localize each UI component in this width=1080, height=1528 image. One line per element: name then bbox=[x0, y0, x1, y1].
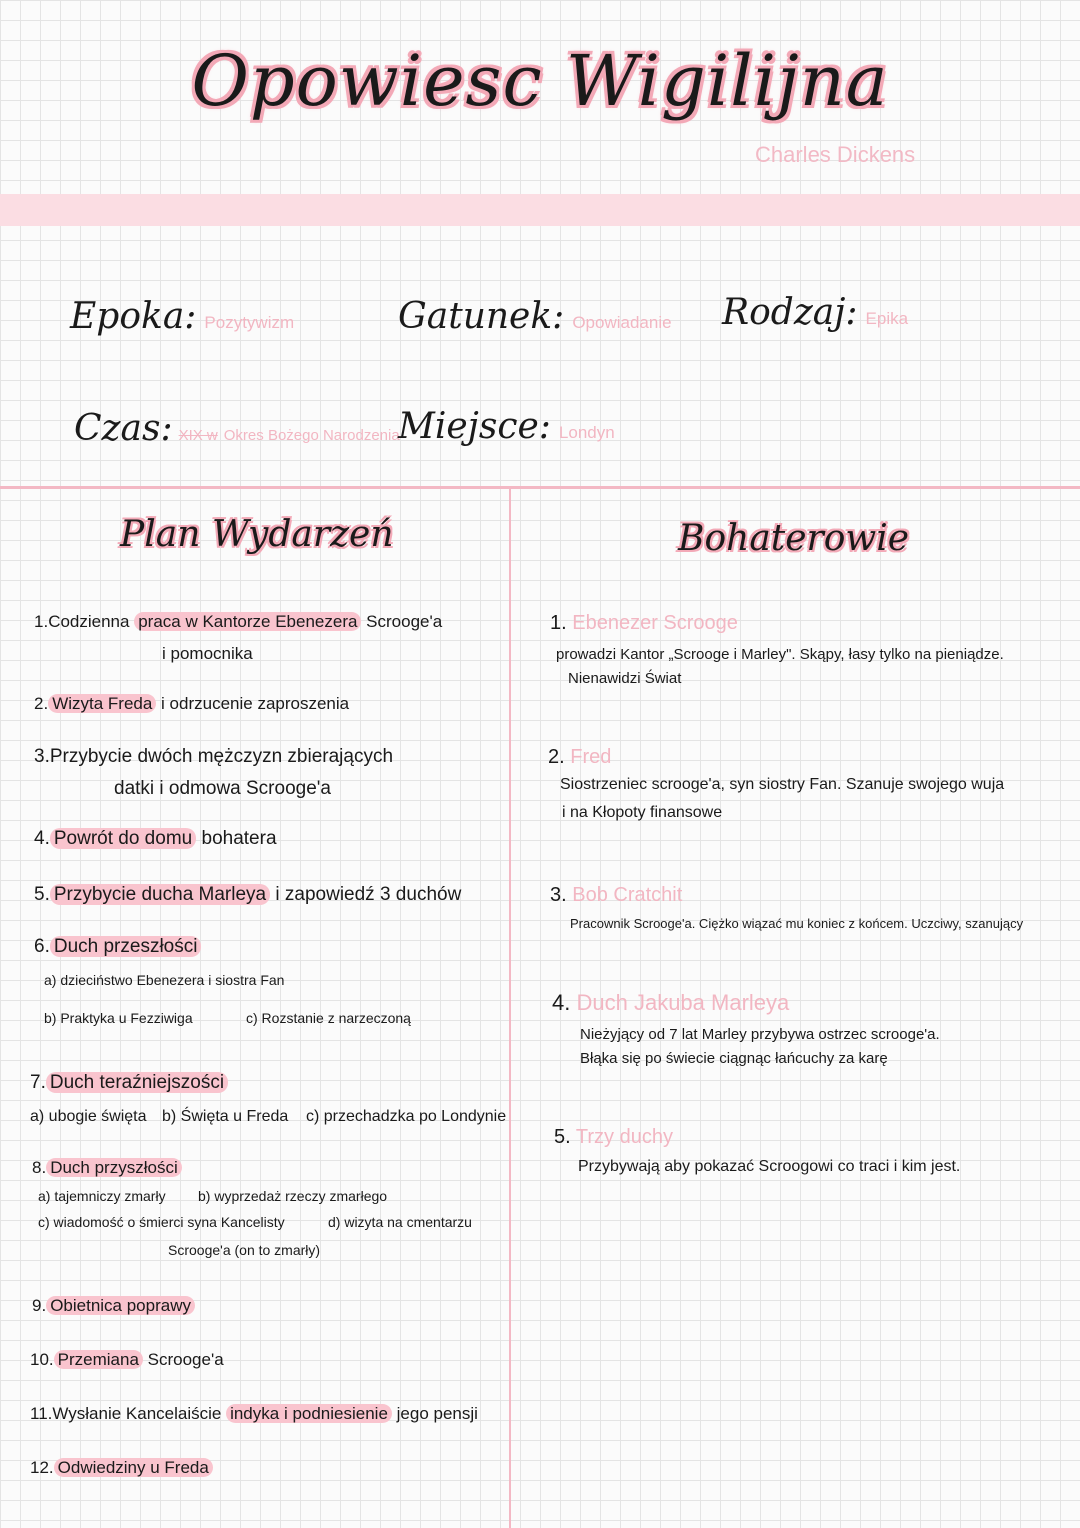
plan-title: Plan Wydarzeń bbox=[120, 514, 394, 555]
plan-item-8-sub-b: b) wyprzedaż rzeczy zmarłego bbox=[198, 1188, 388, 1204]
plan-item-8-sub-a: a) tajemniczy zmarły bbox=[38, 1188, 166, 1204]
plan-item-4: 4. Powrót do domu bohatera bbox=[34, 828, 277, 849]
hero-1-desc-2: Nienawidzi Świat bbox=[568, 670, 682, 687]
czas-label: Czas: bbox=[74, 408, 173, 449]
plan-item-10: 10. Przemiana Scrooge'a bbox=[30, 1350, 224, 1369]
hero-2-desc-2: i na Kłopoty finansowe bbox=[562, 804, 723, 821]
plan-item-2: 2. Wizyta Freda i odrzucenie zaproszenia bbox=[34, 694, 350, 713]
plan-item-8-sub-c: c) wiadomość o śmierci syna Kancelisty bbox=[38, 1214, 285, 1230]
czas-century: XIX w bbox=[178, 427, 218, 444]
hero-5-desc-1: Przybywają aby pokazać Scroogowi co traci i kim jest. bbox=[578, 1158, 961, 1175]
page-title: Opowiesc Wigilijna bbox=[191, 40, 889, 122]
hero-3: 3. Bob Cratchit bbox=[550, 884, 683, 906]
hero-1-desc-1: prowadzi Kantor „Scrooge i Marley". Skąpy, łasy tylko na pieniądze. bbox=[556, 646, 1004, 663]
title-band bbox=[0, 194, 1080, 226]
field-gatunek bbox=[398, 296, 672, 337]
field-rodzaj bbox=[722, 292, 908, 333]
plan-item-3: 3.Przybycie dwóch mężczyzn zbierających bbox=[34, 746, 394, 767]
plan-item-6: 6. Duch przeszłości bbox=[34, 936, 201, 958]
gatunek-label: Gatunek: bbox=[398, 296, 565, 337]
plan-item-7-sub-c: c) przechadzka po Londynie bbox=[306, 1108, 507, 1125]
epoka-label: Epoka: bbox=[70, 296, 197, 337]
hero-4: 4. Duch Jakuba Marleya bbox=[552, 990, 790, 1015]
epoka-value: Pozytywizm bbox=[204, 313, 295, 332]
plan-item-8-sub-d: d) wizyta na cmentarzu bbox=[328, 1214, 472, 1230]
miejsce-value: Londyn bbox=[558, 423, 615, 442]
plan-item-8: 8. Duch przyszłości bbox=[32, 1158, 182, 1178]
hero-2: 2. Fred bbox=[548, 746, 612, 768]
plan-item-9: 9. Obietnica poprawy bbox=[32, 1296, 195, 1316]
rodzaj-value: Epika bbox=[865, 309, 909, 328]
plan-item-7-sub-b: b) Święta u Freda bbox=[162, 1108, 289, 1125]
plan-item-12: 12. Odwiedziny u Freda bbox=[30, 1458, 213, 1478]
hero-2-desc-1: Siostrzeniec scrooge'a, syn siostry Fan. Szanuje swojego wuja bbox=[560, 776, 1005, 793]
plan-item-5: 5. Przybycie ducha Marleya i zapowiedź 3 duchów bbox=[34, 884, 462, 905]
czas-value: Okres Bożego Narodzenia bbox=[223, 427, 400, 444]
plan-item-1-cont: i pomocnika bbox=[162, 644, 253, 663]
plan-item-7: 7. Duch teraźniejszości bbox=[30, 1072, 228, 1094]
plan-item-6-sub-a: a) dzieciństwo Ebenezera i siostra Fan bbox=[44, 972, 285, 988]
plan-item-3-cont: datki i odmowa Scrooge'a bbox=[114, 778, 331, 799]
plan-item-8-sub-cont: Scrooge'a (on to zmarły) bbox=[168, 1242, 321, 1258]
field-czas bbox=[74, 408, 400, 449]
rodzaj-label: Rodzaj: bbox=[722, 292, 858, 333]
section-divider-horizontal bbox=[0, 486, 1080, 489]
hero-5: 5. Trzy duchy bbox=[554, 1126, 673, 1148]
hero-3-desc-1: Pracownik Scrooge'a. Ciężko wiązać mu koniec z końcem. Uczciwy, szanujący bbox=[570, 916, 1024, 931]
heroes-title: Bohaterowie bbox=[678, 518, 910, 559]
author-name: Charles Dickens bbox=[755, 142, 916, 167]
section-divider-vertical bbox=[509, 489, 511, 1528]
hero-4-desc-1: Nieżyjący od 7 lat Marley przybywa ostrzec scrooge'a. bbox=[580, 1026, 940, 1043]
plan-item-1: 1.Codzienna praca w Kantorze Ebenezera Scrooge'a bbox=[34, 612, 443, 631]
plan-item-11: 11.Wysłanie Kancelaiście indyka i podniesienie jego pensji bbox=[30, 1404, 478, 1423]
gatunek-value: Opowiadanie bbox=[572, 313, 672, 332]
hero-4-desc-2: Błąka się po świecie ciągnąc łańcuchy za karę bbox=[580, 1050, 888, 1067]
plan-item-7-sub-a: a) ubogie święta bbox=[30, 1108, 147, 1125]
plan-item-6-sub-c: c) Rozstanie z narzeczoną bbox=[246, 1010, 411, 1026]
field-miejsce bbox=[398, 406, 615, 447]
hero-1: 1. Ebenezer Scrooge bbox=[550, 612, 738, 634]
plan-item-6-sub-b: b) Praktyka u Fezziwiga bbox=[44, 1010, 193, 1026]
field-epoka bbox=[70, 296, 294, 337]
miejsce-label: Miejsce: bbox=[398, 406, 551, 447]
